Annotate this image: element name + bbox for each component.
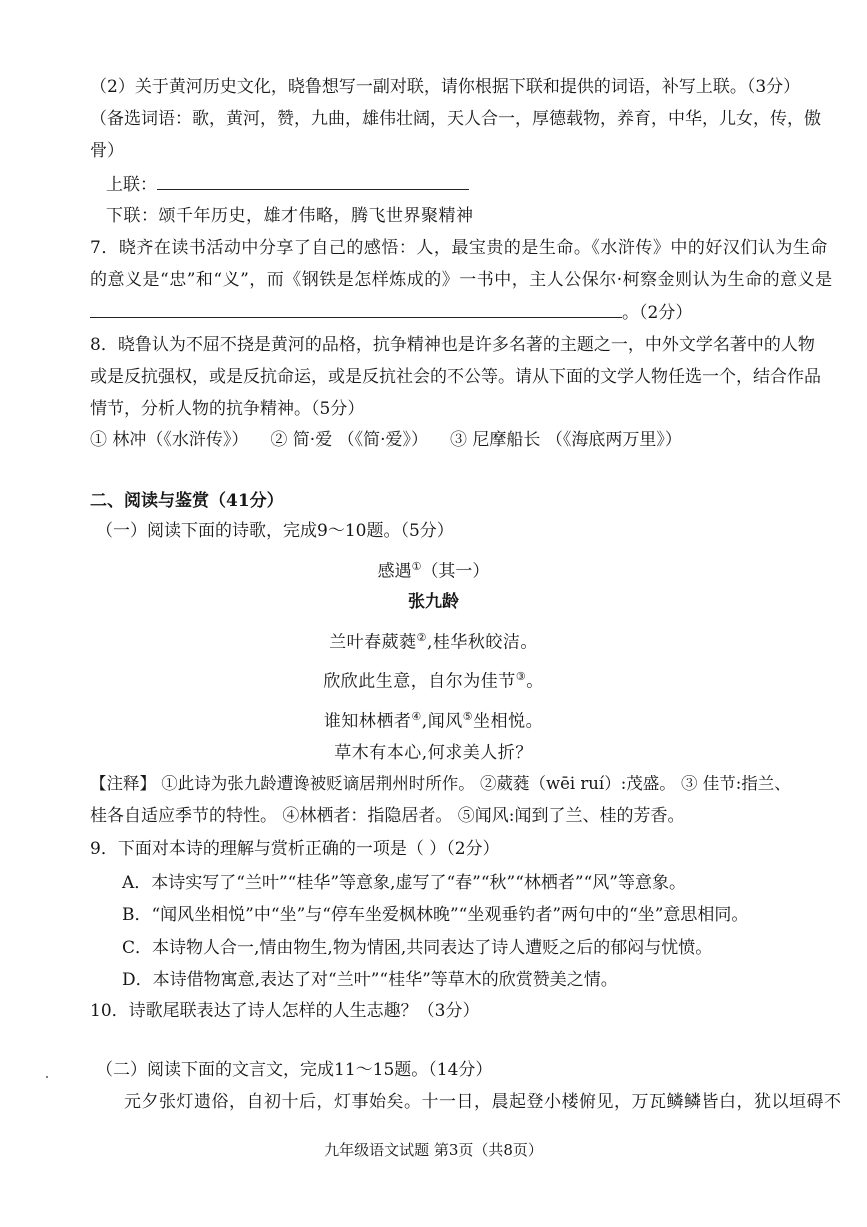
q6-2-lower: 下联：颂千年历史，雄才伟略，腾飞世界聚精神 (106, 206, 474, 226)
q6-2-words-line1: （备选词语：歌，黄河，赞，九曲，雄伟壮阔，天人合一，厚德载物，养育，中华，儿女，传，傲 (90, 109, 821, 129)
part1-intro: （一）阅读下面的诗歌，完成9～10题。（5分） (96, 521, 454, 541)
q7-points: 。（2分） (622, 303, 693, 323)
poem-line-3: 谁知林栖者④,闻风⑤坐相悦。 (323, 710, 544, 732)
q9-stem: 9．下面对本诗的理解与赏析正确的一项是（ ）（2分） (90, 839, 500, 859)
q8-option-1: ① 林冲（《水浒传》） (90, 430, 249, 450)
q6-2-words-line2: 骨） (90, 141, 124, 161)
part2-intro: （二）阅读下面的文言文，完成11～15题。（14分） (96, 1060, 493, 1080)
q9-choice-c[interactable]: C．本诗物人合一,情由物生,物为情困,共同表达了诗人遭贬之后的郁闷与忧愤。 (122, 938, 713, 958)
q8-options (90, 429, 835, 451)
q7-line3 (90, 301, 835, 324)
q8-option-2: ② 简·爱 （《简·爱》） (270, 430, 429, 450)
q8-line2: 或是反抗强权，或是反抗命运，或是反抗社会的不公等。请从下面的文学人物任选一个，结合作品 (90, 367, 821, 387)
notes-line2: 桂各自适应季节的特性。 ④林栖者：指隐居者。 ⑤闻风:闻到了兰、桂的芳香。 (90, 806, 685, 826)
poem-line-1: 兰叶春葳蕤②,桂华秋皎洁。 (329, 631, 538, 653)
q10-stem: 10．诗歌尾联表达了诗人怎样的人生志趣？（3分） (90, 1001, 480, 1021)
q8-option-3: ③ 尼摩船长 （《海底两万里》） (450, 430, 682, 450)
upper-label: 上联： (106, 175, 157, 195)
q6-2-prompt: （2）关于黄河历史文化，晓鲁想写一副对联，请你根据下联和提供的词语，补写上联。（3分） (90, 77, 801, 97)
poem-author: 张九龄 (408, 592, 459, 612)
poem-title-note-mark: ① (411, 560, 422, 573)
part2-text-line1: 元夕张灯遗俗，自初十后，灯事始矣。十一日，晨起登小楼俯见，万瓦鳞鳞皆白，犹以垣碍不 (124, 1092, 842, 1112)
q6-2-upper-line (106, 173, 835, 196)
upper-answer-blank[interactable] (157, 173, 469, 190)
q9-choice-a[interactable]: A．本诗实写了“兰叶”“桂华”等意象,虚写了“春”“秋”“林栖者”“风”等意象。 (122, 873, 686, 893)
poem-title: 感遇①（其一） (377, 560, 490, 582)
notes-line1: 【注释】 ①此诗为张九龄遭谗被贬谪居荆州时所作。 ②葳蕤（wēi ruí）:茂盛。 ③ 佳节:指兰、 (90, 774, 791, 793)
q8-line1: 8．晓鲁认为不屈不挠是黄河的品格，抗争精神也是许多名著的主题之一，中外文学名著中的人物 (90, 335, 815, 355)
q7-line1: 7．晓齐在读书活动中分享了自己的感悟：人，最宝贵的是生命。《水浒传》中的好汉们认为生命 (90, 238, 828, 258)
q8-line3: 情节，分析人物的抗争精神。（5分） (90, 399, 365, 419)
scan-speck (46, 1076, 48, 1078)
q7-line2: 的意义是“忠”和“义”，而《钢铁是怎样炼成的》一书中，主人公保尔·柯察金则认为生命的意义是 (90, 270, 833, 290)
page-footer: 九年级语文试题 第3页（共8页） (324, 1141, 543, 1159)
poem-line-4: 草木有本心,何求美人折？ (334, 743, 533, 763)
q9-choice-b[interactable]: B．“闻风坐相悦”中“坐”与“停车坐爱枫林晚”“坐观垂钓者”两句中的“坐”意思相同。 (122, 905, 749, 925)
section2-title: 二、阅读与鉴赏（41分） (90, 491, 284, 511)
q7-answer-blank[interactable] (90, 301, 622, 318)
poem-line-2: 欣欣此生意，自尔为佳节③。 (323, 670, 544, 692)
q9-choice-d[interactable]: D．本诗借物寓意,表达了对“兰叶”“桂华”等草木的欣赏赞美之情。 (122, 970, 618, 990)
